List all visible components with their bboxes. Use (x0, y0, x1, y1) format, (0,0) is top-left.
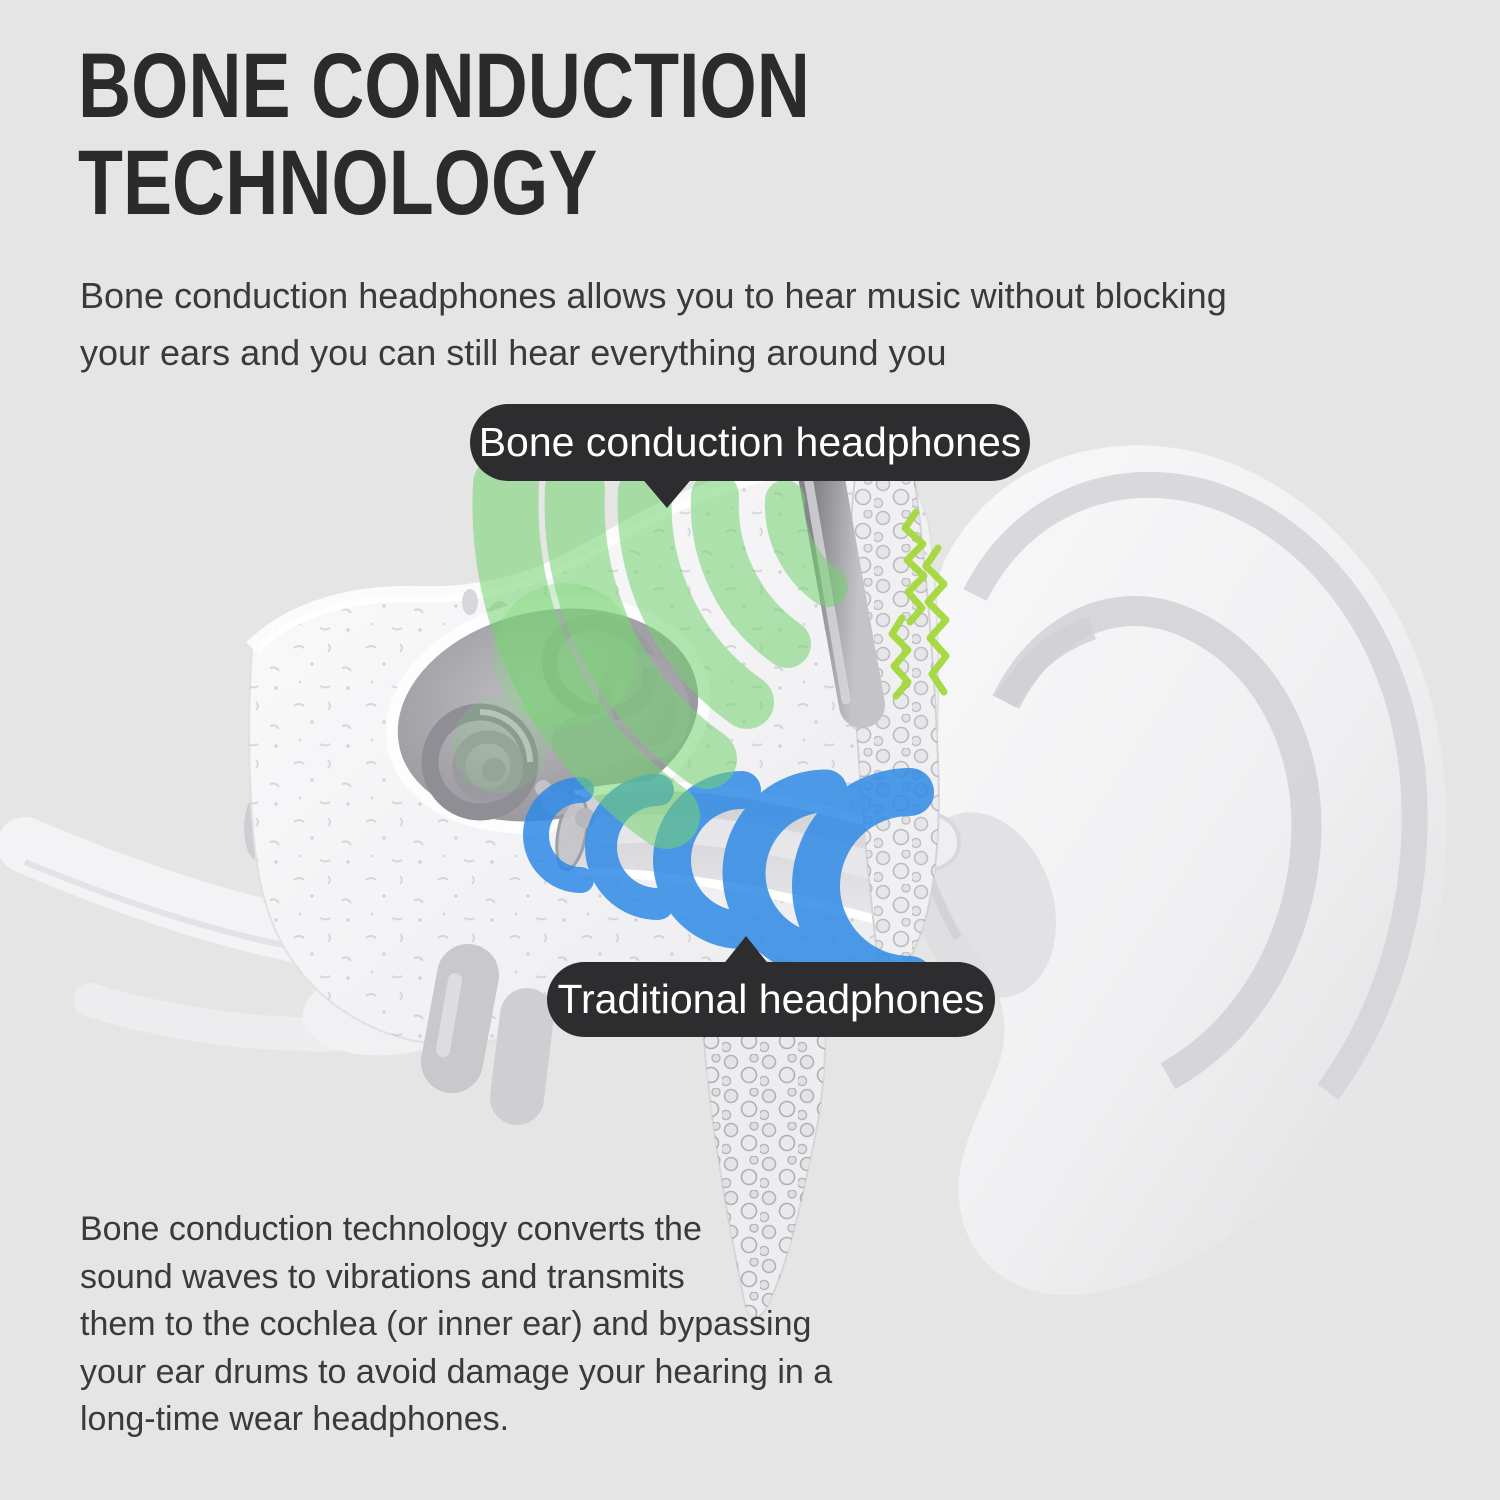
title-line-1: BONE CONDUCTION (78, 35, 810, 137)
callout-bone-pointer (640, 476, 694, 508)
footer-line-3: them to the cochlea (or inner ear) and bypassing (80, 1305, 812, 1344)
footer-line-1: Bone conduction technology converts the (80, 1210, 702, 1248)
footer-paragraph (80, 1206, 832, 1444)
title-line-2: TECHNOLOGY (78, 131, 598, 234)
callout-traditional-pointer (722, 936, 770, 966)
intro-line-2: your ears and you can still hear everything around you (80, 331, 947, 373)
footer-line-5: long-time wear headphones. (80, 1400, 510, 1439)
outer-ear (891, 445, 1447, 1295)
intro-paragraph (80, 268, 1227, 381)
intro-line-1: Bone conduction headphones allows you to hear music without blocking (80, 275, 1227, 316)
footer-line-2: sound waves to vibrations and transmits (80, 1257, 685, 1296)
callout-bone-conduction-label: Bone conduction headphones (478, 419, 1022, 465)
callout-bone-conduction (470, 404, 1030, 481)
page-title (78, 35, 810, 234)
callout-traditional-label: Traditional headphones (557, 976, 985, 1022)
callout-traditional (547, 962, 995, 1037)
bone-cylinders (443, 975, 527, 1098)
footer-line-4: your ear drums to avoid damage your hearing in a (80, 1352, 833, 1391)
